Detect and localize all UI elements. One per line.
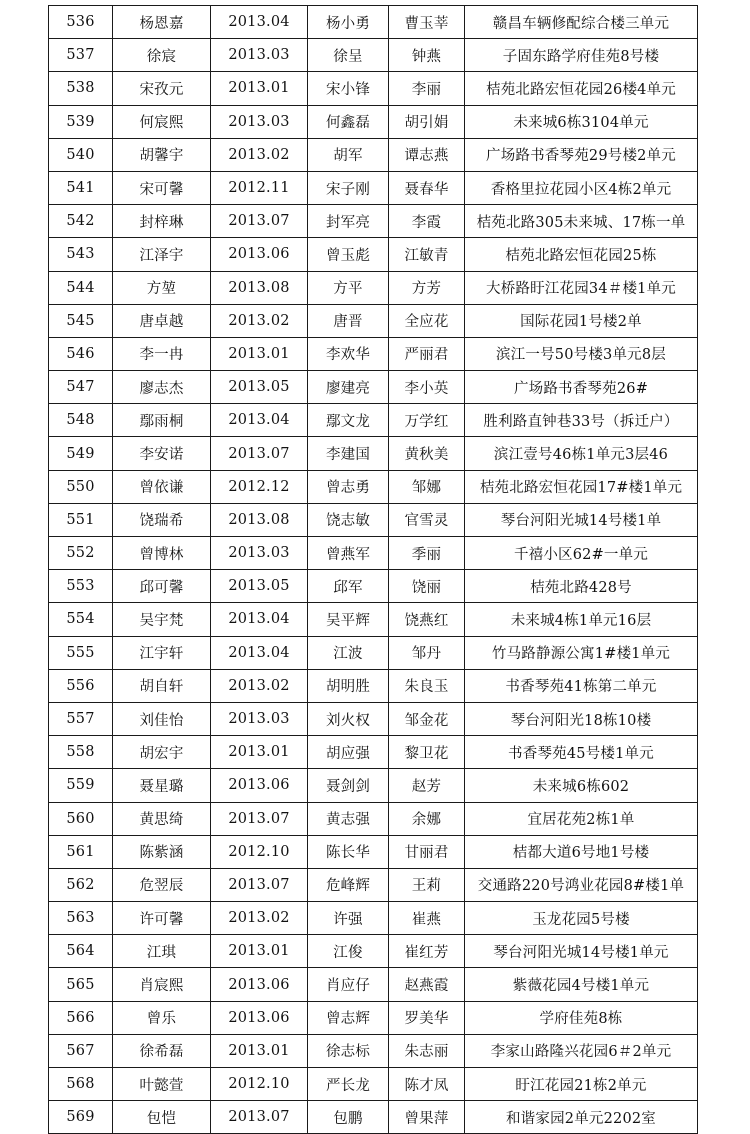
mother-name: 江敏青 [389, 238, 465, 271]
child-name: 杨恩嘉 [113, 6, 211, 39]
record-number: 545 [49, 304, 113, 337]
birth-date: 2013.05 [211, 570, 308, 603]
table-row [49, 537, 698, 570]
birth-date: 2013.01 [211, 1034, 308, 1067]
record-number: 539 [49, 105, 113, 138]
table-row [49, 1068, 698, 1101]
table-row [49, 138, 698, 171]
table-row [49, 105, 698, 138]
father-name: 李建国 [308, 437, 389, 470]
child-name: 唐卓越 [113, 304, 211, 337]
birth-date: 2013.01 [211, 935, 308, 968]
table-row [49, 72, 698, 105]
birth-date: 2012.12 [211, 470, 308, 503]
father-name: 陈长华 [308, 835, 389, 868]
home-address: 子固东路学府佳苑8号楼 [465, 39, 698, 72]
father-name: 许强 [308, 902, 389, 935]
table-row [49, 304, 698, 337]
child-name: 危翌辰 [113, 868, 211, 901]
birth-date: 2013.07 [211, 1101, 308, 1134]
home-address: 琴台河阳光18栋10楼 [465, 702, 698, 735]
father-name: 邱军 [308, 570, 389, 603]
child-name: 江泽宇 [113, 238, 211, 271]
father-name: 曾玉彪 [308, 238, 389, 271]
mother-name: 官雪灵 [389, 503, 465, 536]
child-name: 廖志杰 [113, 371, 211, 404]
mother-name: 胡引娟 [389, 105, 465, 138]
mother-name: 曹玉莘 [389, 6, 465, 39]
birth-date: 2013.07 [211, 437, 308, 470]
birth-date: 2013.06 [211, 238, 308, 271]
table-row [49, 636, 698, 669]
table-row [49, 171, 698, 204]
record-number: 541 [49, 171, 113, 204]
child-name: 胡馨宇 [113, 138, 211, 171]
mother-name: 赵燕霞 [389, 968, 465, 1001]
home-address: 桔都大道6号地1号楼 [465, 835, 698, 868]
father-name: 鄢文龙 [308, 404, 389, 437]
home-address: 书香琴苑41栋第二单元 [465, 669, 698, 702]
table-row [49, 1001, 698, 1034]
table-row [49, 205, 698, 238]
child-name: 吴宇梵 [113, 603, 211, 636]
table-row [49, 470, 698, 503]
birth-date: 2013.07 [211, 868, 308, 901]
father-name: 徐呈 [308, 39, 389, 72]
father-name: 危峰辉 [308, 868, 389, 901]
table-row [49, 6, 698, 39]
mother-name: 李小英 [389, 371, 465, 404]
record-number: 552 [49, 537, 113, 570]
home-address: 紫薇花园4号楼1单元 [465, 968, 698, 1001]
child-name: 肖宸熙 [113, 968, 211, 1001]
child-name: 徐希磊 [113, 1034, 211, 1067]
table-row [49, 835, 698, 868]
home-address: 琴台河阳光城14号楼1单元 [465, 935, 698, 968]
record-number: 561 [49, 835, 113, 868]
home-address: 未来城6栋3104单元 [465, 105, 698, 138]
father-name: 聂剑剑 [308, 769, 389, 802]
father-name: 曾志辉 [308, 1001, 389, 1034]
record-number: 546 [49, 337, 113, 370]
child-name: 饶瑞希 [113, 503, 211, 536]
birth-date: 2013.07 [211, 205, 308, 238]
home-address: 交通路220号鸿业花园8#楼1单 [465, 868, 698, 901]
record-number: 537 [49, 39, 113, 72]
record-number: 563 [49, 902, 113, 935]
mother-name: 李丽 [389, 72, 465, 105]
home-address: 盱江花园21栋2单元 [465, 1068, 698, 1101]
table-row [49, 437, 698, 470]
mother-name: 聂春华 [389, 171, 465, 204]
child-name: 江宇轩 [113, 636, 211, 669]
table-row [49, 603, 698, 636]
birth-date: 2013.04 [211, 636, 308, 669]
mother-name: 邹丹 [389, 636, 465, 669]
table-row [49, 570, 698, 603]
home-address: 未来城6栋602 [465, 769, 698, 802]
record-number: 538 [49, 72, 113, 105]
father-name: 廖建亮 [308, 371, 389, 404]
record-number: 549 [49, 437, 113, 470]
mother-name: 严丽君 [389, 337, 465, 370]
child-name: 胡自轩 [113, 669, 211, 702]
record-number: 567 [49, 1034, 113, 1067]
home-address: 书香琴苑45号楼1单元 [465, 736, 698, 769]
records-sheet [48, 5, 691, 1134]
home-address: 琴台河阳光城14号楼1单 [465, 503, 698, 536]
birth-date: 2013.06 [211, 968, 308, 1001]
father-name: 唐晋 [308, 304, 389, 337]
father-name: 方平 [308, 271, 389, 304]
birth-date: 2013.08 [211, 271, 308, 304]
home-address: 赣昌车辆修配综合楼三单元 [465, 6, 698, 39]
father-name: 何鑫磊 [308, 105, 389, 138]
father-name: 胡军 [308, 138, 389, 171]
father-name: 宋小锋 [308, 72, 389, 105]
home-address: 宜居花苑2栋1单 [465, 802, 698, 835]
child-name: 曾乐 [113, 1001, 211, 1034]
mother-name: 甘丽君 [389, 835, 465, 868]
father-name: 宋子刚 [308, 171, 389, 204]
home-address: 和谐家园2单元2202室 [465, 1101, 698, 1134]
table-row [49, 39, 698, 72]
home-address: 玉龙花园5号楼 [465, 902, 698, 935]
birth-date: 2013.02 [211, 902, 308, 935]
table-row [49, 935, 698, 968]
mother-name: 万学红 [389, 404, 465, 437]
child-name: 宋可馨 [113, 171, 211, 204]
record-number: 559 [49, 769, 113, 802]
home-address: 桔苑北路宏恒花园26楼4单元 [465, 72, 698, 105]
home-address: 千禧小区62#一单元 [465, 537, 698, 570]
father-name: 黄志强 [308, 802, 389, 835]
table-row [49, 337, 698, 370]
mother-name: 陈才凤 [389, 1068, 465, 1101]
table-row [49, 404, 698, 437]
father-name: 曾燕军 [308, 537, 389, 570]
table-row [49, 868, 698, 901]
father-name: 杨小勇 [308, 6, 389, 39]
mother-name: 曾果萍 [389, 1101, 465, 1134]
mother-name: 邹金花 [389, 702, 465, 735]
table-row [49, 271, 698, 304]
record-number: 554 [49, 603, 113, 636]
father-name: 封军亮 [308, 205, 389, 238]
home-address: 桔苑北路宏恒花园17#楼1单元 [465, 470, 698, 503]
home-address: 李家山路隆兴花园6＃2单元 [465, 1034, 698, 1067]
birth-date: 2013.03 [211, 39, 308, 72]
home-address: 大桥路盱江花园34＃楼1单元 [465, 271, 698, 304]
table-row [49, 1101, 698, 1134]
record-number: 547 [49, 371, 113, 404]
birth-date: 2013.03 [211, 105, 308, 138]
table-row [49, 769, 698, 802]
child-name: 徐宸 [113, 39, 211, 72]
record-number: 543 [49, 238, 113, 271]
birth-date: 2013.02 [211, 138, 308, 171]
home-address: 香格里拉花园小区4栋2单元 [465, 171, 698, 204]
father-name: 曾志勇 [308, 470, 389, 503]
mother-name: 余娜 [389, 802, 465, 835]
record-number: 560 [49, 802, 113, 835]
birth-date: 2013.01 [211, 337, 308, 370]
home-address: 胜利路直钟巷33号（拆迁户） [465, 404, 698, 437]
table-row [49, 371, 698, 404]
record-number: 555 [49, 636, 113, 669]
record-number: 550 [49, 470, 113, 503]
home-address: 桔苑北路宏恒花园25栋 [465, 238, 698, 271]
table-row [49, 1034, 698, 1067]
father-name: 江波 [308, 636, 389, 669]
table-row [49, 802, 698, 835]
mother-name: 崔红芳 [389, 935, 465, 968]
birth-date: 2013.04 [211, 603, 308, 636]
birth-date: 2012.10 [211, 835, 308, 868]
child-name: 叶懿萱 [113, 1068, 211, 1101]
mother-name: 王莉 [389, 868, 465, 901]
birth-date: 2013.05 [211, 371, 308, 404]
record-number: 540 [49, 138, 113, 171]
home-address: 竹马路静源公寓1#楼1单元 [465, 636, 698, 669]
table-row [49, 736, 698, 769]
birth-date: 2013.04 [211, 404, 308, 437]
child-name: 包恺 [113, 1101, 211, 1134]
child-name: 曾依谦 [113, 470, 211, 503]
table-row [49, 702, 698, 735]
record-number: 542 [49, 205, 113, 238]
table-row [49, 669, 698, 702]
home-address: 国际花园1号楼2单 [465, 304, 698, 337]
record-number: 565 [49, 968, 113, 1001]
home-address: 桔苑北路428号 [465, 570, 698, 603]
table-row [49, 238, 698, 271]
home-address: 滨江一号50号楼3单元8层 [465, 337, 698, 370]
child-name: 曾博林 [113, 537, 211, 570]
record-number: 564 [49, 935, 113, 968]
father-name: 饶志敏 [308, 503, 389, 536]
birth-date: 2013.02 [211, 669, 308, 702]
child-name: 胡宏宇 [113, 736, 211, 769]
child-name: 邱可馨 [113, 570, 211, 603]
birth-date: 2013.02 [211, 304, 308, 337]
father-name: 肖应仔 [308, 968, 389, 1001]
mother-name: 赵芳 [389, 769, 465, 802]
mother-name: 朱志丽 [389, 1034, 465, 1067]
record-number: 558 [49, 736, 113, 769]
home-address: 桔苑北路305未来城、17栋一单 [465, 205, 698, 238]
child-name: 黄思绮 [113, 802, 211, 835]
mother-name: 方芳 [389, 271, 465, 304]
record-number: 548 [49, 404, 113, 437]
mother-name: 季丽 [389, 537, 465, 570]
father-name: 严长龙 [308, 1068, 389, 1101]
birth-date: 2013.07 [211, 802, 308, 835]
father-name: 江俊 [308, 935, 389, 968]
record-number: 569 [49, 1101, 113, 1134]
birth-date: 2013.01 [211, 72, 308, 105]
mother-name: 黎卫花 [389, 736, 465, 769]
home-address: 学府佳苑8栋 [465, 1001, 698, 1034]
record-number: 556 [49, 669, 113, 702]
mother-name: 饶丽 [389, 570, 465, 603]
father-name: 胡应强 [308, 736, 389, 769]
child-name: 封梓琳 [113, 205, 211, 238]
home-address: 未来城4栋1单元16层 [465, 603, 698, 636]
mother-name: 钟燕 [389, 39, 465, 72]
mother-name: 谭志燕 [389, 138, 465, 171]
child-name: 鄢雨桐 [113, 404, 211, 437]
home-address: 广场路书香琴苑26# [465, 371, 698, 404]
mother-name: 邹娜 [389, 470, 465, 503]
child-name: 何宸熙 [113, 105, 211, 138]
record-number: 553 [49, 570, 113, 603]
table-row [49, 902, 698, 935]
home-address: 广场路书香琴苑29号楼2单元 [465, 138, 698, 171]
child-name: 陈紫涵 [113, 835, 211, 868]
child-name: 李一冉 [113, 337, 211, 370]
mother-name: 罗美华 [389, 1001, 465, 1034]
birth-date: 2013.06 [211, 769, 308, 802]
birth-date: 2013.08 [211, 503, 308, 536]
mother-name: 全应花 [389, 304, 465, 337]
table-row [49, 968, 698, 1001]
birth-date: 2013.03 [211, 537, 308, 570]
child-name: 聂星璐 [113, 769, 211, 802]
home-address: 滨江壹号46栋1单元3层46 [465, 437, 698, 470]
mother-name: 崔燕 [389, 902, 465, 935]
birth-date: 2012.11 [211, 171, 308, 204]
mother-name: 饶燕红 [389, 603, 465, 636]
record-number: 562 [49, 868, 113, 901]
record-number: 566 [49, 1001, 113, 1034]
birth-date: 2013.06 [211, 1001, 308, 1034]
table-row [49, 503, 698, 536]
mother-name: 黄秋美 [389, 437, 465, 470]
mother-name: 李霞 [389, 205, 465, 238]
child-name: 宋孜元 [113, 72, 211, 105]
birth-date: 2013.04 [211, 6, 308, 39]
records-table [48, 5, 698, 1134]
father-name: 吴平辉 [308, 603, 389, 636]
child-name: 许可馨 [113, 902, 211, 935]
father-name: 包鹏 [308, 1101, 389, 1134]
child-name: 方堃 [113, 271, 211, 304]
record-number: 536 [49, 6, 113, 39]
record-number: 544 [49, 271, 113, 304]
record-number: 551 [49, 503, 113, 536]
father-name: 胡明胜 [308, 669, 389, 702]
father-name: 刘火权 [308, 702, 389, 735]
mother-name: 朱良玉 [389, 669, 465, 702]
father-name: 李欢华 [308, 337, 389, 370]
child-name: 李安诺 [113, 437, 211, 470]
child-name: 刘佳怡 [113, 702, 211, 735]
birth-date: 2012.10 [211, 1068, 308, 1101]
record-number: 557 [49, 702, 113, 735]
father-name: 徐志标 [308, 1034, 389, 1067]
birth-date: 2013.01 [211, 736, 308, 769]
child-name: 江琪 [113, 935, 211, 968]
record-number: 568 [49, 1068, 113, 1101]
birth-date: 2013.03 [211, 702, 308, 735]
records-table-body [49, 6, 698, 1134]
